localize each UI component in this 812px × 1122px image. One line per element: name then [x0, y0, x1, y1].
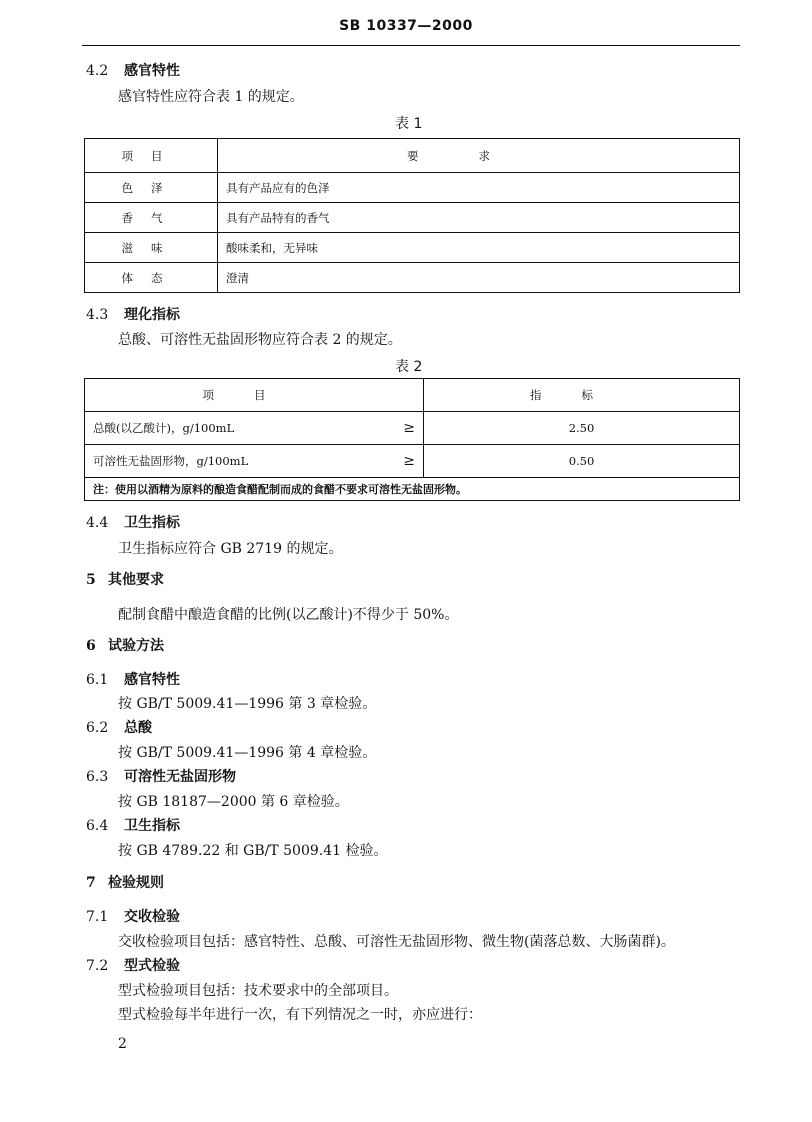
item-cell: 色泽	[85, 173, 218, 203]
section-title: 总酸	[124, 720, 152, 736]
section-title: 试验方法	[108, 638, 164, 654]
section-4-2-body: 感官特性应符合表 1 的规定。	[118, 89, 304, 105]
item-cell: 体态	[85, 263, 218, 293]
item-cell: 总酸(以乙酸计)，g/100mL	[85, 412, 328, 445]
requirement-cell: 酸味柔和，无异味	[218, 233, 740, 263]
operator-cell: ≥	[327, 445, 424, 478]
header-item: 项目	[85, 379, 424, 412]
table-header-row	[85, 139, 740, 173]
section-title: 型式检验	[124, 958, 180, 974]
section-6-3-heading	[86, 768, 236, 786]
section-title: 卫生指标	[124, 818, 180, 834]
requirement-cell: 具有产品应有的色泽	[218, 173, 740, 203]
header-item: 项目	[85, 139, 218, 173]
table-row	[85, 412, 740, 445]
table-row	[85, 203, 740, 233]
section-number: 4.4	[86, 515, 109, 531]
section-number: 5	[86, 572, 96, 588]
section-7-2-body-2: 型式检验每半年进行一次，有下列情况之一时，亦应进行：	[118, 1007, 482, 1023]
section-title: 感官特性	[124, 63, 180, 79]
section-number: 7.2	[86, 958, 109, 974]
section-number: 7	[86, 875, 96, 891]
table-2-caption: 表 2	[395, 359, 423, 375]
table-row	[85, 263, 740, 293]
item-cell: 可溶性无盐固形物，g/100mL	[85, 445, 328, 478]
value-cell: 0.50	[424, 445, 740, 478]
section-4-3-body: 总酸、可溶性无盐固形物应符合表 2 的规定。	[118, 332, 402, 348]
physicochemical-table	[84, 378, 740, 501]
operator-cell: ≥	[327, 412, 424, 445]
header-indicator: 指标	[424, 379, 740, 412]
section-title: 可溶性无盐固形物	[124, 769, 236, 785]
section-7-1-heading	[86, 908, 180, 926]
table-row	[85, 173, 740, 203]
section-7-1-body: 交收检验项目包括：感官特性、总酸、可溶性无盐固形物、微生物(菌落总数、大肠菌群)。	[118, 934, 675, 950]
table-row	[85, 445, 740, 478]
section-title: 感官特性	[124, 672, 180, 688]
table-1-caption: 表 1	[395, 116, 423, 132]
section-number: 4.2	[86, 63, 109, 79]
section-6-4-heading	[86, 817, 180, 835]
header-requirement: 要求	[218, 139, 740, 173]
section-6-3-body: 按 GB 18187—2000 第 6 章检验。	[118, 794, 349, 810]
section-4-4-body: 卫生指标应符合 GB 2719 的规定。	[118, 541, 343, 557]
section-number: 4.3	[86, 307, 109, 323]
page-number: 2	[118, 1036, 127, 1052]
section-number: 6.2	[86, 720, 109, 736]
standard-code: SB 10337—2000	[339, 18, 473, 34]
section-title: 理化指标	[124, 307, 180, 323]
section-4-4-heading	[86, 514, 180, 532]
section-5-body: 配制食醋中酿造食醋的比例(以乙酸计)不得少于 50%。	[118, 607, 459, 623]
table-note: 注：使用以酒精为原料的酿造食醋配制而成的食醋不要求可溶性无盐固形物。	[85, 478, 740, 501]
section-title: 卫生指标	[124, 515, 180, 531]
section-number: 6.4	[86, 818, 109, 834]
section-number: 6	[86, 638, 96, 654]
section-6-1-heading	[86, 671, 180, 689]
section-5-heading	[86, 571, 164, 589]
table-row	[85, 233, 740, 263]
section-7-2-heading	[86, 957, 180, 975]
section-title: 交收检验	[124, 909, 180, 925]
value-cell: 2.50	[424, 412, 740, 445]
item-cell: 滋味	[85, 233, 218, 263]
section-7-heading	[86, 874, 164, 892]
table-note-row	[85, 478, 740, 501]
section-6-2-heading	[86, 719, 152, 737]
section-6-heading	[86, 637, 164, 655]
section-6-1-body: 按 GB/T 5009.41—1996 第 3 章检验。	[118, 696, 377, 712]
section-number: 6.1	[86, 672, 109, 688]
section-number: 7.1	[86, 909, 109, 925]
section-6-4-body: 按 GB 4789.22 和 GB/T 5009.41 检验。	[118, 843, 388, 859]
section-number: 6.3	[86, 769, 109, 785]
requirement-cell: 澄清	[218, 263, 740, 293]
item-cell: 香气	[85, 203, 218, 233]
section-6-2-body: 按 GB/T 5009.41—1996 第 4 章检验。	[118, 745, 377, 761]
table-header-row	[85, 379, 740, 412]
requirement-cell: 具有产品特有的香气	[218, 203, 740, 233]
section-title: 其他要求	[108, 572, 164, 588]
header-rule	[82, 45, 740, 46]
sensory-table	[84, 138, 740, 293]
section-7-2-body: 型式检验项目包括：技术要求中的全部项目。	[118, 983, 398, 999]
section-title: 检验规则	[108, 875, 164, 891]
section-4-3-heading	[86, 306, 180, 324]
section-4-2-heading	[86, 62, 180, 80]
